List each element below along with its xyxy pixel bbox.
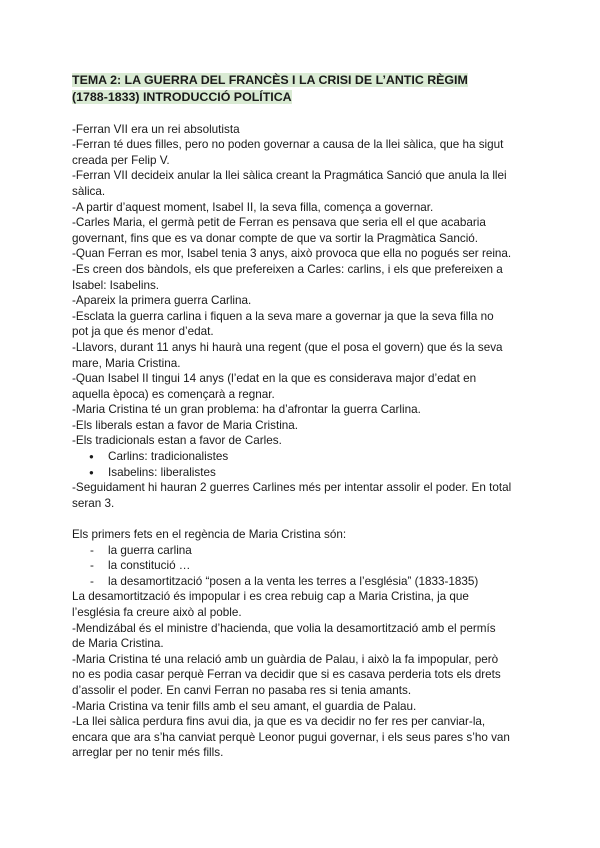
text-line: -Es creen dos bàndols, els que prefereixen a Carles: carlins, i els que prefereixen a [72, 262, 503, 276]
spacer [72, 511, 534, 527]
text-line: governant, fins que es va donar compte de que va sortir la Pragmàtica Sanció. [72, 231, 479, 245]
text-line: arreglar per no tenir més fills. [72, 746, 224, 760]
section-2-intro: Els primers fets en el regència de Maria Cristina són: [72, 528, 347, 542]
section-1 [72, 122, 534, 449]
bullet-list [72, 449, 534, 480]
dash-item [72, 558, 534, 574]
title-line-2: (1788-1833) INTRODUCCIÓ POLÍTICA [72, 90, 292, 104]
text-line: -Esclata la guerra carlina i fiquen a la seva mare a governar ja que la seva filla no [72, 309, 494, 323]
dash-icon: - [90, 574, 94, 588]
bullet-item [72, 465, 534, 481]
text-line: d’assolir el poder. En canvi Ferran no pasaba res si tenia amants. [72, 683, 412, 697]
text-line: seran 3. [72, 496, 115, 510]
text-line: de Maria Cristina. [72, 637, 164, 651]
dash-item-text: la desamortització “posen a la venta les terres a l’església” (1833-1835) [108, 574, 479, 588]
spacer [72, 106, 534, 122]
text-line: -Ferran VII decideix anular la llei sàlica creant la Pragmática Sanció que anula la llei [72, 169, 507, 183]
dash-item [72, 543, 534, 559]
text-line: mare, Maria Cristina. [72, 356, 181, 370]
dash-item-text: la constitució … [108, 559, 191, 573]
text-line: -A partir d’aquest moment, Isabel II, la seva filla, comença a governar. [72, 200, 434, 214]
dash-list [72, 543, 534, 590]
section-2 [72, 589, 534, 761]
text-line: -Maria Cristina té una relació amb un guàrdia de Palau, i això la fa impopular, però [72, 652, 499, 666]
text-line: -Ferran VII era un rei absolutista [72, 122, 240, 136]
bullet-item [72, 449, 534, 465]
document-title [72, 72, 534, 106]
title-line-1: TEMA 2: LA GUERRA DEL FRANCÈS I LA CRISI DE L’ANTIC RÈGIM [72, 73, 468, 87]
text-line: -Maria Cristina té un gran problema: ha d’afrontar la guerra Carlina. [72, 403, 421, 417]
text-line: aquella època) es començarà a regnar. [72, 387, 275, 401]
text-line: -La llei sàlica perdura fins avui dia, ja que es va decidir no fer res per canviar-la, [72, 715, 486, 729]
text-line: -Quan Ferran es mor, Isabel tenia 3 anys, això provoca que ella no pogués ser reina. [72, 247, 512, 261]
document-body [72, 122, 534, 761]
text-line: -Els tradicionals estan a favor de Carles. [72, 434, 282, 448]
bullet-icon: ● [89, 452, 94, 462]
text-line: creada per Felip V. [72, 153, 170, 167]
text-line: sàlica. [72, 184, 106, 198]
dash-icon: - [90, 559, 94, 573]
text-line: encara que ara s’ha canviat perquè Leonor pugui governar, i els seus pares s’ho van [72, 730, 510, 744]
text-line: -Ferran té dues filles, pero no poden governar a causa de la llei sàlica, que ha sigut [72, 138, 504, 152]
text-line: Isabel: Isabelins. [72, 278, 160, 292]
text-line: l’església fa creure això al poble. [72, 606, 242, 619]
text-line: no es podia casar perquè Ferran va decidir que si es casava perderia tots els drets [72, 668, 501, 682]
text-line: -Els liberals estan a favor de Maria Cristina. [72, 418, 299, 432]
text-line: -Carles Maria, el germà petit de Ferran es pensava que seria ell el que acabaria [72, 216, 486, 230]
dash-item [72, 574, 534, 590]
document-page [72, 72, 534, 761]
bullet-item-text: Isabelins: liberalistes [108, 465, 216, 479]
text-line: -Apareix la primera guerra Carlina. [72, 294, 252, 308]
section-1-end [72, 480, 534, 511]
bullet-item-text: Carlins: tradicionalistes [108, 450, 229, 464]
text-line: -Quan Isabel II tingui 14 anys (l’edat en la que es considerava major d’edat en [72, 372, 477, 386]
bullet-icon: ● [89, 467, 94, 477]
text-line: pot ja que és menor d’edat. [72, 325, 214, 339]
text-line: La desamortització és impopular i es crea rebuig cap a Maria Cristina, ja que [72, 590, 469, 604]
dash-icon: - [90, 543, 94, 557]
dash-item-text: la guerra carlina [108, 543, 192, 557]
text-line: -Maria Cristina va tenir fills amb el seu amant, el guardia de Palau. [72, 699, 417, 713]
text-line: -Mendizábal és el ministre d’hacienda, que volia la desamortització amb el permís [72, 621, 496, 635]
text-line: -Llavors, durant 11 anys hi haurà una regent (que el posa el govern) que és la seva [72, 340, 503, 354]
text-line: -Seguidament hi hauran 2 guerres Carlines més per intentar assolir el poder. En total [72, 481, 512, 495]
